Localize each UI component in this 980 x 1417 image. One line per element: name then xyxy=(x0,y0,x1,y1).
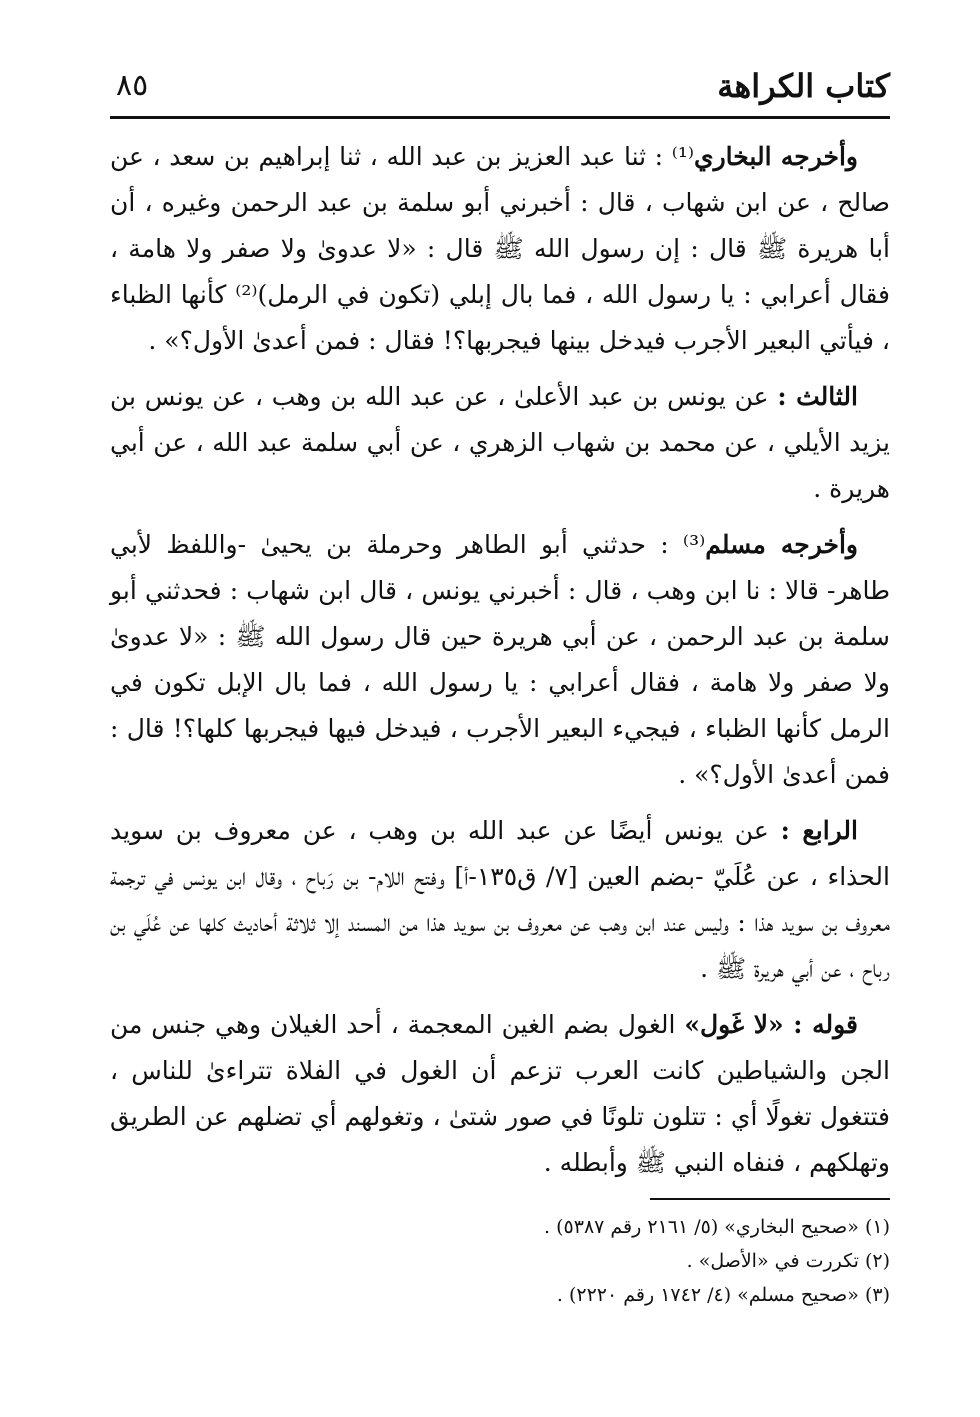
paragraph-lead: الثالث : xyxy=(777,382,858,411)
paragraph-fourth-chain xyxy=(110,808,890,992)
footnote-2: (٢) تكررت في «الأصل» . xyxy=(686,1250,890,1272)
paragraph-text: عن يونس أيضًا عن عبد الله بن وهب ، عن معروف بن سويد الحذاء ، عن عُلَيّ -بضم العين [٧/ ق١٣٥-أ] وفتح اللام- بن رَباح ، وقال ابن يونس في ترجمة معروف بن سويد هذا : وليس عند ابن وهب عن معروف بن سويد هذا من المسند إلا ثلاثة أحاديث كلها عن عُلَي بن رباح ، عن أبي هريرة ﷺ . xyxy=(110,816,890,983)
paragraph-ghoul-explanation xyxy=(110,1002,890,1186)
paragraph-lead: وأخرجه مسلم xyxy=(705,530,858,559)
header-divider xyxy=(110,116,890,119)
chapter-title: كتاب الكراهة xyxy=(717,67,890,105)
page-header xyxy=(110,62,890,114)
paragraph-third-chain xyxy=(110,374,890,512)
footnote-3: (٣) «صحيح مسلم» (٤/ ١٧٤٢ رقم ٢٢٢٠) . xyxy=(556,1284,890,1306)
footnote-divider xyxy=(650,1198,890,1200)
page-number: ٨٥ xyxy=(116,68,149,103)
footnote-1: (١) «صحيح البخاري» (٥/ ٢١٦١ رقم ٥٣٨٧) . xyxy=(544,1216,890,1238)
paragraph-lead: وأخرجه البخاري xyxy=(694,142,858,171)
paragraph-bukhari xyxy=(110,134,890,364)
paragraph-lead: الرابع : xyxy=(780,816,858,845)
main-text xyxy=(110,134,890,1196)
footnotes xyxy=(110,1210,890,1312)
paragraph-text: ⁽¹⁾ : ثنا عبد العزيز بن عبد الله ، ثنا إبراهيم بن سعد ، عن صالح ، عن ابن شهاب ، قال : أخبرني أبو سلمة بن عبد الرحمن وغيره ، أن أبا هريرة ﷺ قال : إن رسول الله ﷺ قال : «لا عدوىٰ ولا صفر ولا هامة ، فقال أعرابي : يا رسول الله ، فما بال إبلي (تكون في الرمل)⁽²⁾ كأنها الظباء ، فيأتي البعير الأجرب فيدخل بينها فيجربها؟! فقال : فمن أعدىٰ الأول؟» . xyxy=(110,142,891,355)
paragraph-lead: قوله : «لا غَول» xyxy=(684,1010,858,1039)
paragraph-text: الغول بضم الغين المعجمة ، أحد الغيلان وهي جنس من الجن والشياطين كانت العرب تزعم أن الغول في الفلاة تتراءىٰ للناس ، فتتغول تغولًا أي : تتلون تلونًا في صور شتىٰ ، وتغولهم أي تضلهم عن الطريق وتهلكهم ، فنفاه النبي ﷺ وأبطله . xyxy=(110,1010,890,1177)
paragraph-text: عن يونس بن عبد الأعلىٰ ، عن عبد الله بن وهب ، عن يونس بن يزيد الأيلي ، عن محمد بن شهاب الزهري ، عن أبي سلمة عبد الله ، عن أبي هريرة . xyxy=(110,382,890,503)
paragraph-muslim xyxy=(110,522,890,798)
paragraph-text: ⁽³⁾ : حدثني أبو الطاهر وحرملة بن يحيىٰ -واللفظ لأبي طاهر- قالا : نا ابن وهب ، قال : أخبرني يونس ، قال ابن شهاب : فحدثني أبو سلمة بن عبد الرحمن ، عن أبي هريرة حين قال رسول الله ﷺ : «لا عدوىٰ ولا صفر ولا هامة ، فقال أعرابي : يا رسول الله ، فما بال الإبل تكون في الرمل كأنها الظباء ، فيجيء البعير الأجرب ، فيدخل فيها فيجربها كلها؟! قال : فمن أعدىٰ الأول؟» . xyxy=(110,530,890,789)
